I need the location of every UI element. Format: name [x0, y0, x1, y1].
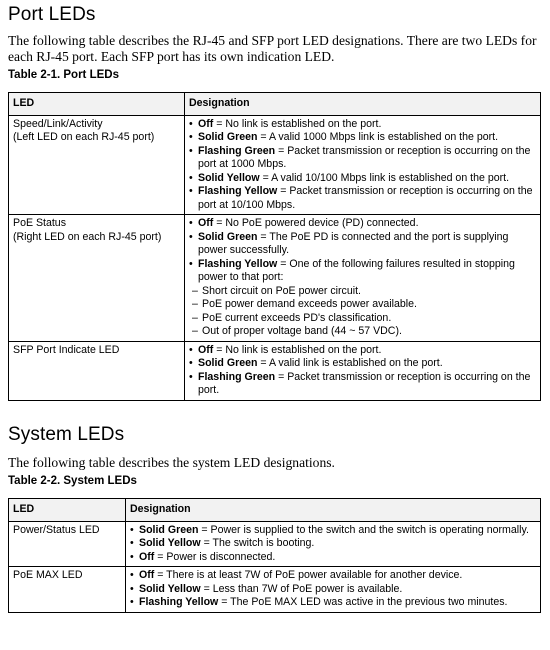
led-state-label: Flashing Green: [198, 144, 276, 157]
led-state-label: Solid Green: [198, 357, 258, 369]
port-leds-table-caption: Table 2-1. Port LEDs: [8, 69, 119, 81]
table-header-row: [9, 499, 541, 522]
designation-cell: [126, 567, 541, 613]
led-name-line: SFP Port Indicate LED: [13, 343, 120, 356]
designation-list: [189, 217, 536, 339]
led-state-description: = The PoE MAX LED was active in the previous two minutes.: [218, 596, 508, 608]
led-state-label: Flashing Yellow: [139, 596, 219, 608]
led-state-description: = The switch is booting.: [200, 537, 315, 549]
led-state-description: = One of the following failures resulted in stopping power to that port:: [198, 257, 515, 283]
led-state-label: Solid Green: [198, 230, 258, 243]
designation-item: [130, 524, 536, 538]
system-leds-heading: System LEDs: [8, 424, 125, 445]
designation-item: [130, 583, 536, 597]
port-leds-intro: The following table describes the RJ-45 and SFP port LED designations. There are two LEDs for each RJ-45 port. Each SFP port has its own indication LED.: [8, 33, 537, 64]
led-state-description: = No PoE powered device (PD) connected.: [213, 217, 419, 229]
table-row: [9, 115, 541, 215]
led-state-label: Flashing Yellow: [198, 257, 278, 270]
designation-item: [189, 118, 536, 132]
column-header-designation: Designation: [185, 93, 541, 116]
led-name-line: (Left LED on each RJ-45 port): [13, 131, 155, 143]
system-leds-rows: [9, 521, 541, 612]
designation-list: [189, 344, 536, 398]
led-state-label: Off: [198, 117, 214, 130]
led-name-line: PoE Status: [13, 217, 66, 229]
led-state-label: Off: [198, 343, 214, 356]
led-state-description: = A valid link is established on the port.: [257, 357, 443, 369]
led-state-description: = Less than 7W of PoE power is available.: [200, 582, 403, 595]
led-state-label: Off: [139, 569, 155, 581]
designation-item: [189, 371, 536, 398]
system-leds-table: [8, 498, 541, 613]
led-state-label: Off: [198, 217, 214, 229]
designation-list: [130, 524, 536, 565]
port-leds-rows: [9, 115, 541, 400]
failure-condition-item: – Short circuit on PoE power circuit.: [189, 285, 536, 299]
designation-item: [189, 344, 536, 358]
led-state-label: Solid Yellow: [139, 582, 201, 595]
failure-condition-item: – PoE current exceeds PD's classification.: [189, 312, 536, 326]
designation-cell: [185, 341, 541, 400]
led-name-line: (Right LED on each RJ-45 port): [13, 230, 162, 243]
column-header-led: LED: [9, 499, 126, 522]
designation-list: [189, 118, 536, 213]
led-name-cell: [9, 521, 126, 567]
led-state-label: Flashing Yellow: [198, 185, 278, 197]
led-state-description: = Packet transmission or reception is occurring on the port.: [198, 370, 531, 396]
led-name-line: Speed/Link/Activity: [13, 117, 103, 130]
designation-item: [189, 357, 536, 371]
designation-item: [130, 596, 536, 610]
table-row: [9, 341, 541, 400]
designation-item: [189, 172, 536, 186]
designation-item: [189, 258, 536, 285]
table-header-row: [9, 93, 541, 116]
led-state-description: = The PoE PD is connected and the port is supplying power successfully.: [198, 230, 509, 256]
table-row: [9, 567, 541, 613]
led-name-line: PoE MAX LED: [13, 569, 83, 581]
led-name-line: Power/Status LED: [13, 523, 100, 536]
column-header-led: LED: [9, 93, 185, 116]
designation-cell: [185, 215, 541, 342]
designation-item: [130, 569, 536, 583]
designation-list: [130, 569, 536, 610]
led-state-description: = Packet transmission or reception is occurring on the port at 1000 Mbps.: [198, 144, 531, 170]
table-row: [9, 215, 541, 342]
designation-item: [130, 537, 536, 551]
port-leds-heading: Port LEDs: [8, 4, 96, 25]
led-state-description: = Power is disconnected.: [154, 550, 276, 563]
led-state-description: = A valid 1000 Mbps link is established on the port.: [257, 131, 499, 143]
designation-item: [189, 145, 536, 172]
led-state-description: = There is at least 7W of PoE power available for another device.: [154, 569, 463, 581]
led-name-cell: [9, 341, 185, 400]
designation-item: [130, 551, 536, 565]
designation-cell: [185, 115, 541, 215]
system-leds-intro: The following table describes the system LED designations.: [8, 455, 335, 470]
designation-item: [189, 231, 536, 258]
led-state-description: = No link is established on the port.: [213, 117, 382, 130]
led-name-cell: [9, 567, 126, 613]
designation-cell: [126, 521, 541, 567]
column-header-designation: Designation: [126, 499, 541, 522]
system-leds-table-caption: Table 2-2. System LEDs: [8, 475, 137, 487]
led-state-description: = Packet transmission or reception is occurring on the port at 10/100 Mbps.: [198, 185, 533, 211]
led-name-cell: [9, 115, 185, 215]
led-state-label: Solid Green: [198, 131, 258, 143]
port-leds-table: [8, 92, 541, 401]
led-state-label: Solid Yellow: [198, 171, 260, 184]
led-state-description: = A valid 10/100 Mbps link is established on the port.: [259, 171, 510, 184]
led-state-label: Flashing Green: [198, 370, 276, 383]
failure-condition-item: – PoE power demand exceeds power available.: [189, 298, 536, 312]
led-name-cell: [9, 215, 185, 342]
led-state-label: Solid Yellow: [139, 537, 201, 549]
led-state-description: = No link is established on the port.: [213, 343, 382, 356]
led-state-label: Off: [139, 550, 155, 563]
table-row: [9, 521, 541, 567]
designation-item: [189, 217, 536, 231]
designation-item: [189, 131, 536, 145]
led-state-label: Solid Green: [139, 523, 199, 536]
failure-condition-item: – Out of proper voltage band (44 ~ 57 VDC).: [189, 325, 536, 339]
led-state-description: = Power is supplied to the switch and the switch is operating normally.: [198, 523, 529, 536]
designation-item: [189, 185, 536, 212]
